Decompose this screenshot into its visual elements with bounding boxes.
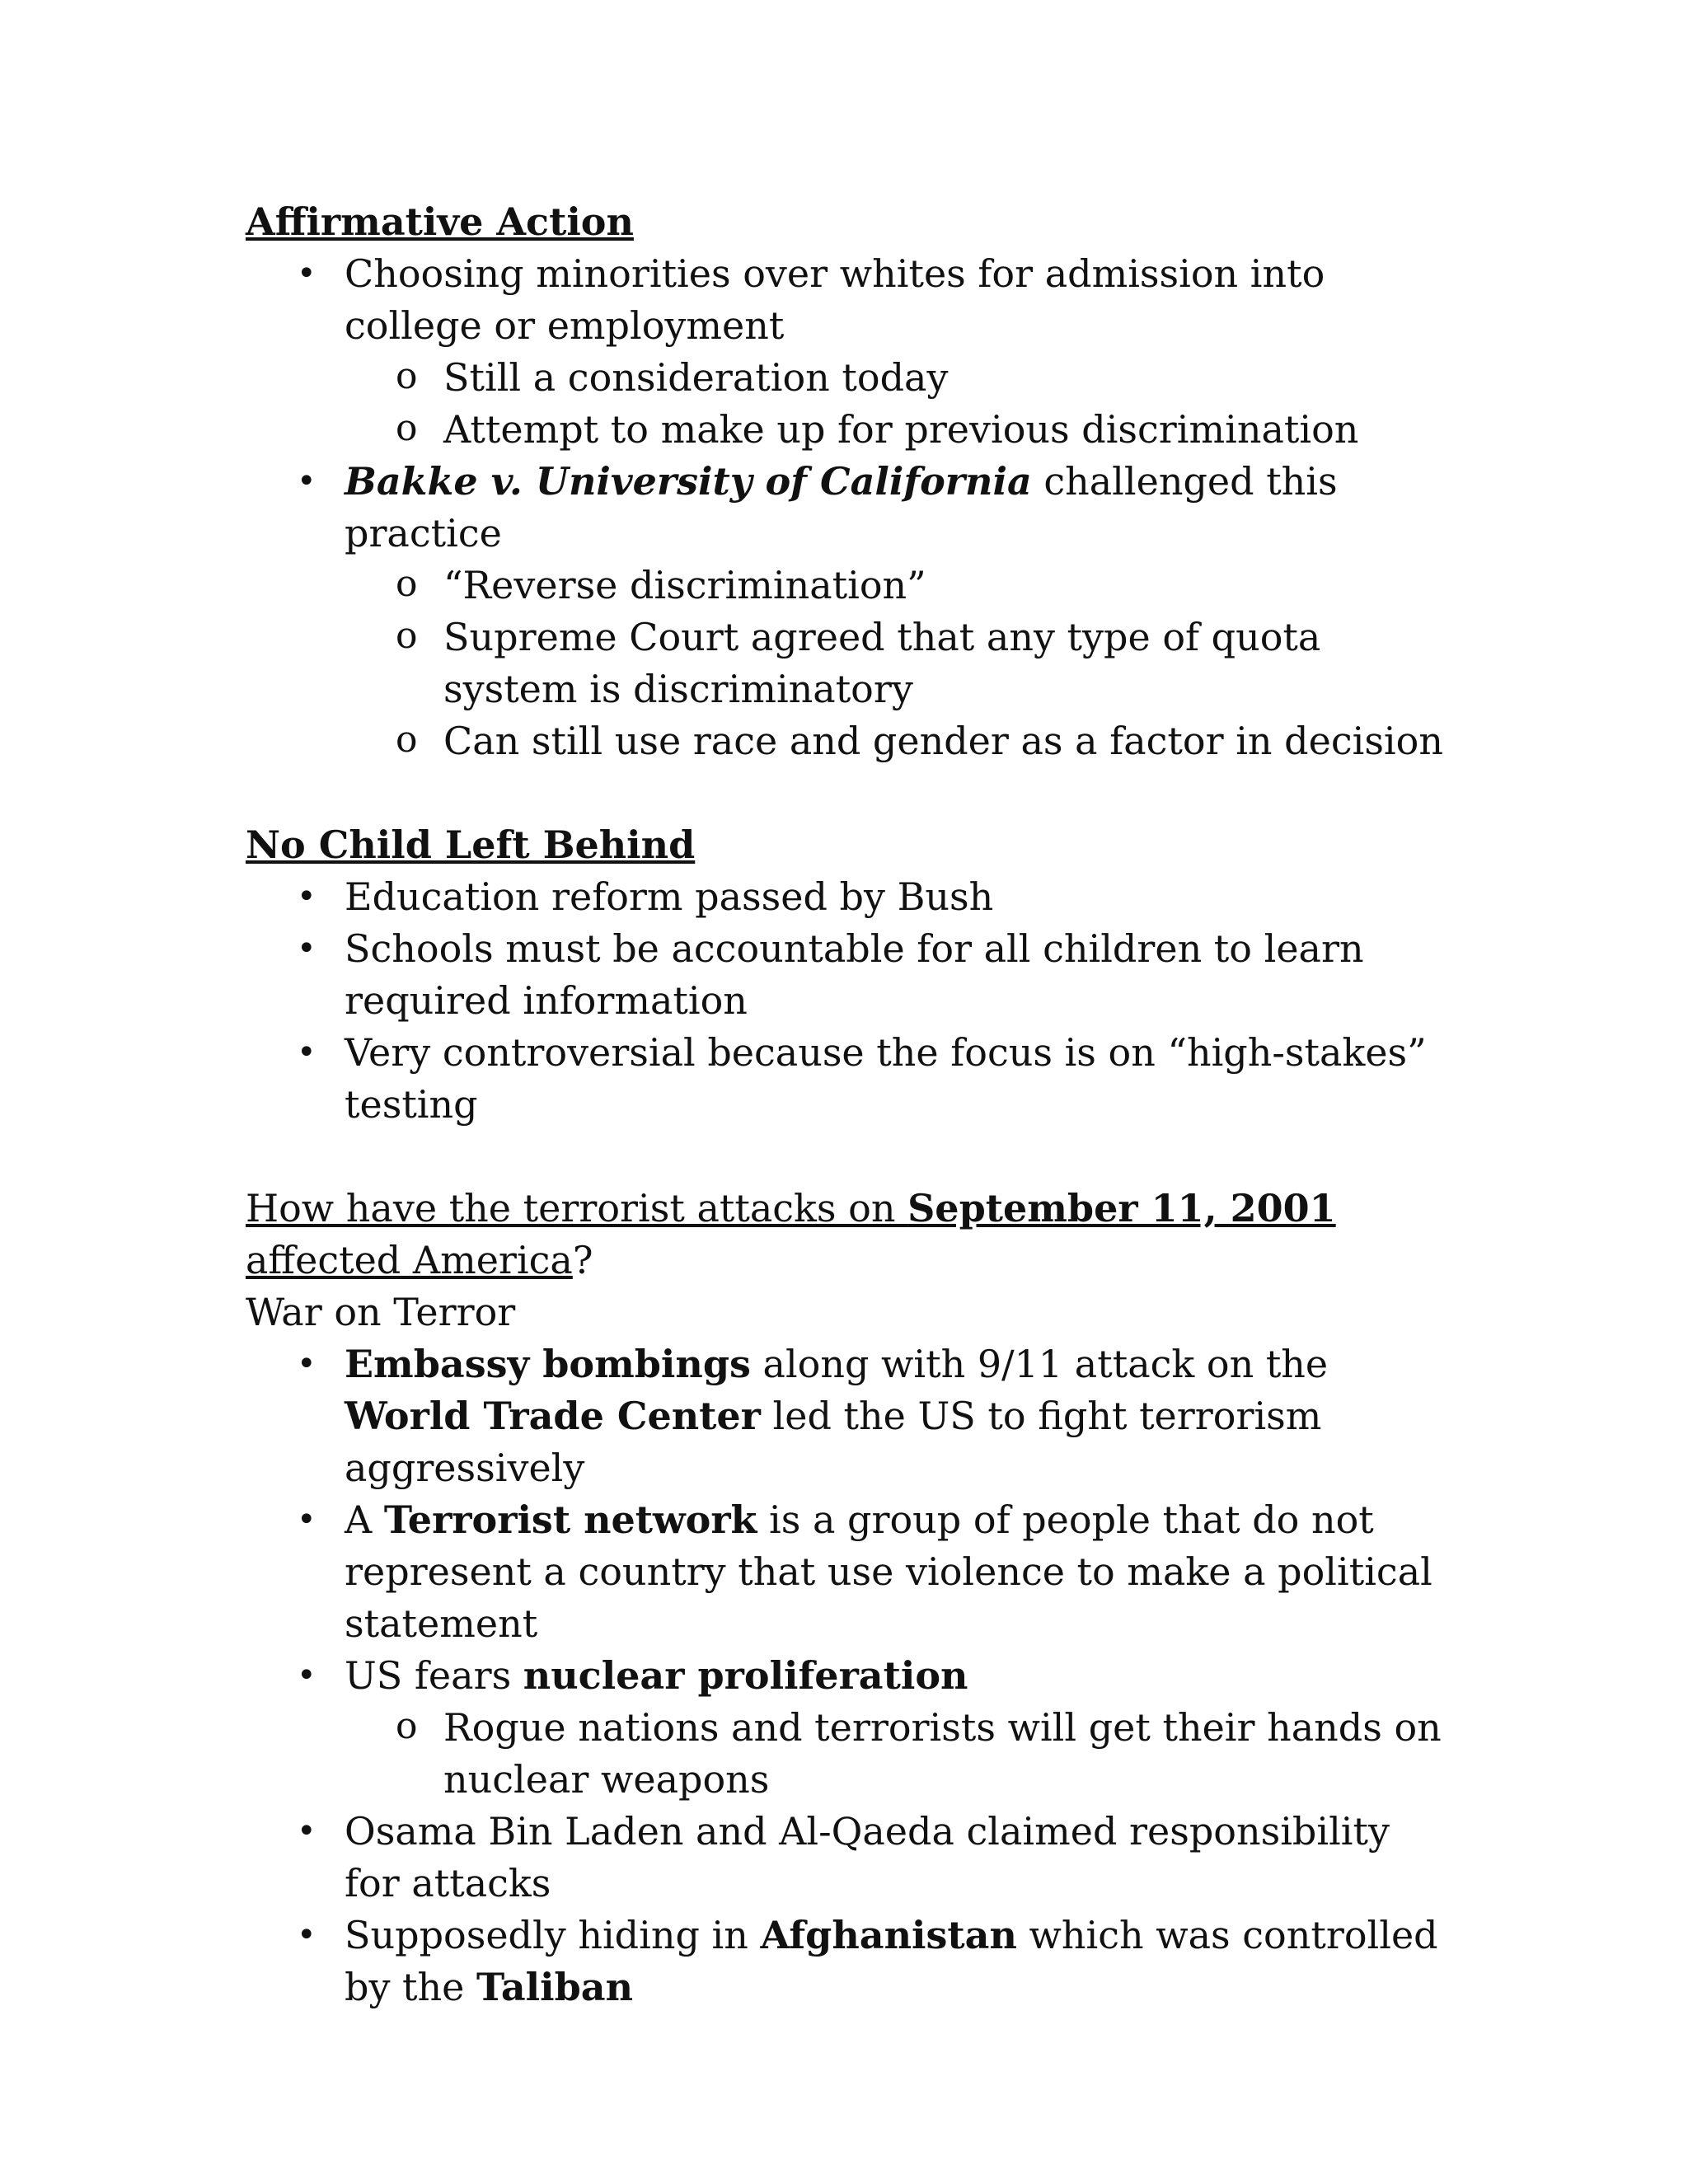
sub-list-item xyxy=(246,352,1449,404)
list-item-text: Very controversial because the focus is on “high-stakes” testing xyxy=(345,1030,1427,1127)
bullet-icon: • xyxy=(297,1812,316,1850)
bullet-icon: • xyxy=(297,462,316,500)
list-item xyxy=(246,1806,1449,1910)
affirmative-action-heading: Affirmative Action xyxy=(246,199,634,244)
sub-list-item xyxy=(246,1702,1449,1806)
bold-term: World Trade Center xyxy=(345,1394,761,1438)
circle-bullet-icon: o xyxy=(396,615,418,657)
list-item xyxy=(246,1910,1449,2013)
list-item-text: which was controlled by the xyxy=(345,1913,1438,2009)
list-item-text: Education reform passed by Bush xyxy=(345,874,994,919)
bullet-icon: • xyxy=(297,1657,316,1694)
sub-list-item xyxy=(246,715,1449,767)
sub-list-item-text: Can still use race and gender as a factor in decision xyxy=(443,719,1443,763)
war-on-terror-subtitle: War on Terror xyxy=(246,1290,516,1334)
sub-list-item-text: Attempt to make up for previous discrimination xyxy=(443,407,1359,452)
list-item-text: Schools must be accountable for all children to learn required information xyxy=(345,926,1364,1023)
sub-list-item xyxy=(246,560,1449,612)
list-item xyxy=(246,1027,1449,1131)
sub-list-item-text: “Reverse discrimination” xyxy=(443,563,926,607)
question-date: September 11, 2001 xyxy=(907,1186,1336,1230)
bullet-icon: • xyxy=(297,255,316,293)
case-name: Bakke v. University of California xyxy=(345,459,1032,504)
bullet-icon: • xyxy=(297,878,316,916)
list-item-text: is a group of people that do not represent a country that use violence to make a political statement xyxy=(345,1497,1432,1646)
bold-term: Taliban xyxy=(476,1965,634,2009)
circle-bullet-icon: o xyxy=(396,563,418,605)
list-item-text: A xyxy=(345,1497,384,1542)
list-item xyxy=(246,248,1449,352)
bullet-icon: • xyxy=(297,1916,316,1954)
list-item xyxy=(246,923,1449,1027)
list-item-text: Osama Bin Laden and Al-Qaeda claimed responsibility for attacks xyxy=(345,1809,1390,1905)
no-child-left-behind-heading: No Child Left Behind xyxy=(246,823,696,867)
list-item-text: US fears xyxy=(345,1653,523,1698)
circle-bullet-icon: o xyxy=(396,719,418,761)
question-text: How have the terrorist attacks on xyxy=(246,1186,908,1230)
spacer xyxy=(246,767,1449,819)
bullet-icon: • xyxy=(297,1501,316,1539)
list-item xyxy=(246,456,1449,560)
list-item xyxy=(246,871,1449,923)
bullet-icon: • xyxy=(297,1345,316,1383)
sub-list-item xyxy=(246,612,1449,715)
bullet-icon: • xyxy=(297,1033,316,1071)
list-item-text: Supposedly hiding in xyxy=(345,1913,761,1957)
sub-list-item-text: Supreme Court agreed that any type of quota system is discriminatory xyxy=(443,615,1321,711)
circle-bullet-icon: o xyxy=(396,1705,418,1747)
bold-term: nuclear proliferation xyxy=(523,1653,968,1698)
list-item xyxy=(246,1338,1449,1494)
bold-term: Terrorist network xyxy=(383,1497,757,1542)
sub-list-item-text: Rogue nations and terrorists will get their hands on nuclear weapons xyxy=(443,1705,1442,1802)
list-item-text: along with 9/11 attack on the xyxy=(750,1342,1329,1386)
list-item xyxy=(246,1650,1449,1702)
sub-list-item-text: Still a consideration today xyxy=(443,355,949,400)
bold-term: Embassy bombings xyxy=(345,1342,751,1386)
spacer xyxy=(246,1131,1449,1183)
question-mark: ? xyxy=(572,1238,593,1282)
question-text: affected America xyxy=(246,1238,573,1282)
list-item-text: led the US to fight terrorism aggressively xyxy=(345,1394,1322,1490)
list-item-text: challenged this practice xyxy=(345,459,1338,555)
circle-bullet-icon: o xyxy=(396,407,418,449)
list-item xyxy=(246,1494,1449,1650)
bullet-icon: • xyxy=(297,930,316,968)
document-page xyxy=(246,196,1449,2013)
list-item-text: Choosing minorities over whites for admission into college or employment xyxy=(345,251,1325,348)
bold-term: Afghanistan xyxy=(760,1913,1017,1957)
sub-list-item xyxy=(246,404,1449,456)
circle-bullet-icon: o xyxy=(396,355,418,397)
september-11-question xyxy=(246,1183,1449,1286)
